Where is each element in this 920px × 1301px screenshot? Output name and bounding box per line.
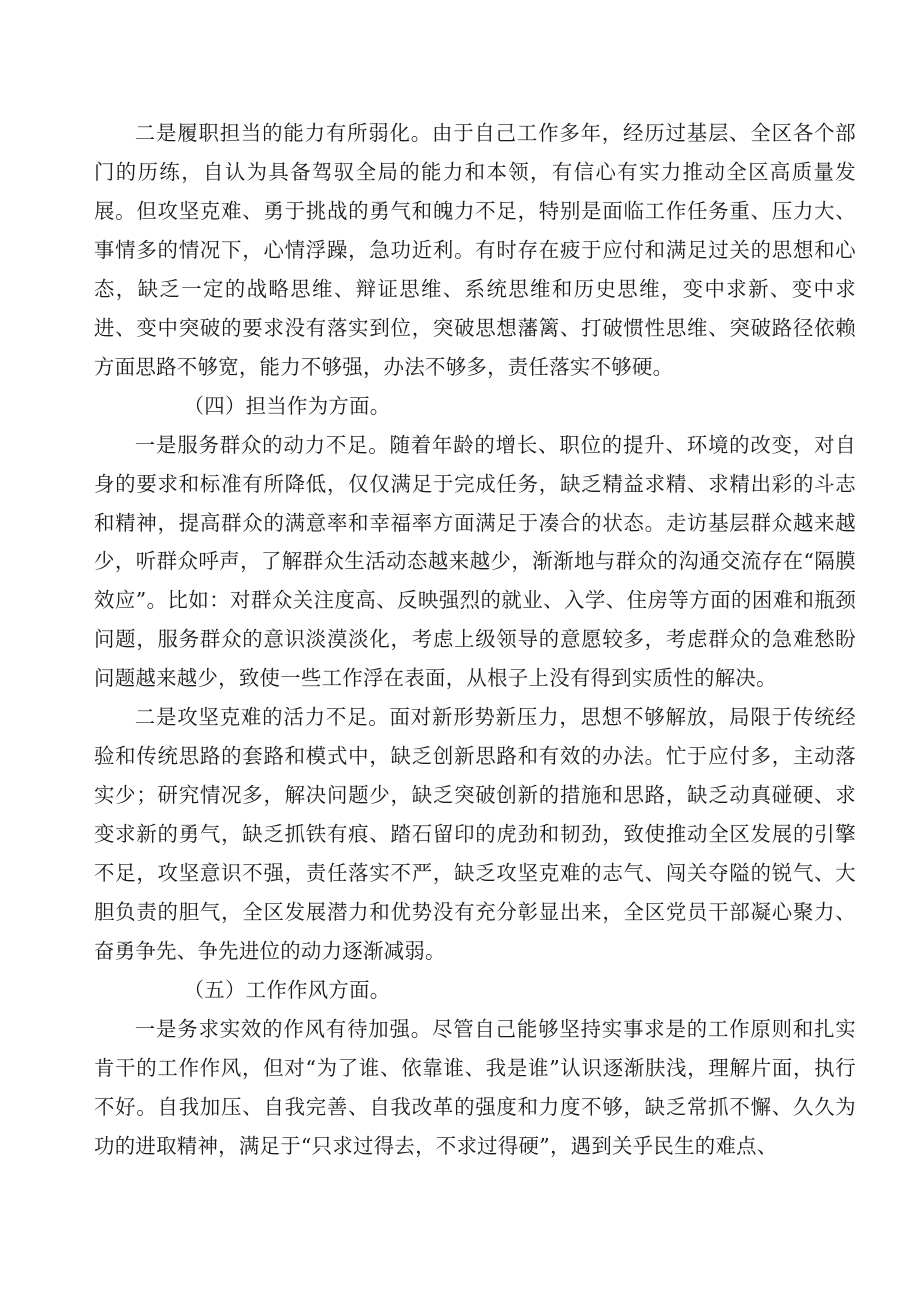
paragraph-serve-masses: 一是服务群众的动力不足。随着年龄的增长、职位的提升、环境的改变，对自身的要求和标准有所降低，仅仅满足于完成任务，缺乏精益求精、求精出彩的斗志和精神，提高群众的满意率和幸福率方面满足于凑合的状态。走访基层群众越来越少，听群众呼声，了解群众生活动态越来越少，渐渐地与群众的沟通交流存在“隔膜效应”。比如：对群众关注度高、反映强烈的就业、入学、住房等方面的困难和瓶颈问题，服务群众的意识淡漠淡化，考虑上级领导的意愿较多，考虑群众的急难愁盼问题越来越少，致使一些工作浮在表面，从根子上没有得到实质性的解决。 (94, 432, 856, 691)
paragraph-tackle-difficulties: 二是攻坚克难的活力不足。面对新形势新压力，思想不够解放，局限于传统经验和传统思路的套路和模式中，缺乏创新思路和有效的办法。忙于应付多，主动落实少；研究情况多，解决问题少，缺乏突破创新的措施和思路，缺乏动真碰硬、求变求新的勇气，缺乏抓铁有痕、踏石留印的虎劲和韧劲，致使推动全区发展的引擎不足，攻坚意识不强，责任落实不严，缺乏攻坚克难的志气、闯关夺隘的锐气、大胆负责的胆气，全区发展潜力和优势没有充分彰显出来，全区党员干部凝心聚力、奋勇争先、争先进位的动力逐渐减弱。 (94, 705, 856, 964)
section-heading-4 (94, 387, 856, 426)
section-heading-5-label: （五）工作作风方面。 (183, 977, 391, 1002)
document-body (94, 114, 856, 1166)
section-heading-4-label: （四）担当作为方面。 (183, 393, 391, 418)
paragraph-work-style: 一是务求实效的作风有待加强。尽管自己能够坚持实事求是的工作原则和扎实肯干的工作作风，但对“为了谁、依靠谁、我是谁”认识逐渐肤浅，理解片面，执行不好。自我加压、自我完善、自我改革的强度和力度不够，缺乏常抓不懈、久久为功的进取精神，满足于“只求过得去，不求过得硬”，遇到关乎民生的难点、 (94, 1016, 856, 1158)
paragraph-duty-capacity: 二是履职担当的能力有所弱化。由于自己工作多年，经历过基层、全区各个部门的历练，自认为具备驾驭全局的能力和本领，有信心有实力推动全区高质量发展。但攻坚克难、勇于挑战的勇气和魄力不足，特别是面临工作任务重、压力大、事情多的情况下，心情浮躁，急功近利。有时存在疲于应付和满足过关的思想和心态，缺乏一定的战略思维、辩证思维、系统思维和历史思维，变中求新、变中求进、变中突破的要求没有落实到位，突破思想藩篱、打破惯性思维、突破路径依赖方面思路不够宽，能力不够强，办法不够多，责任落实不够硬。 (94, 121, 856, 379)
section-heading-5 (94, 971, 856, 1010)
